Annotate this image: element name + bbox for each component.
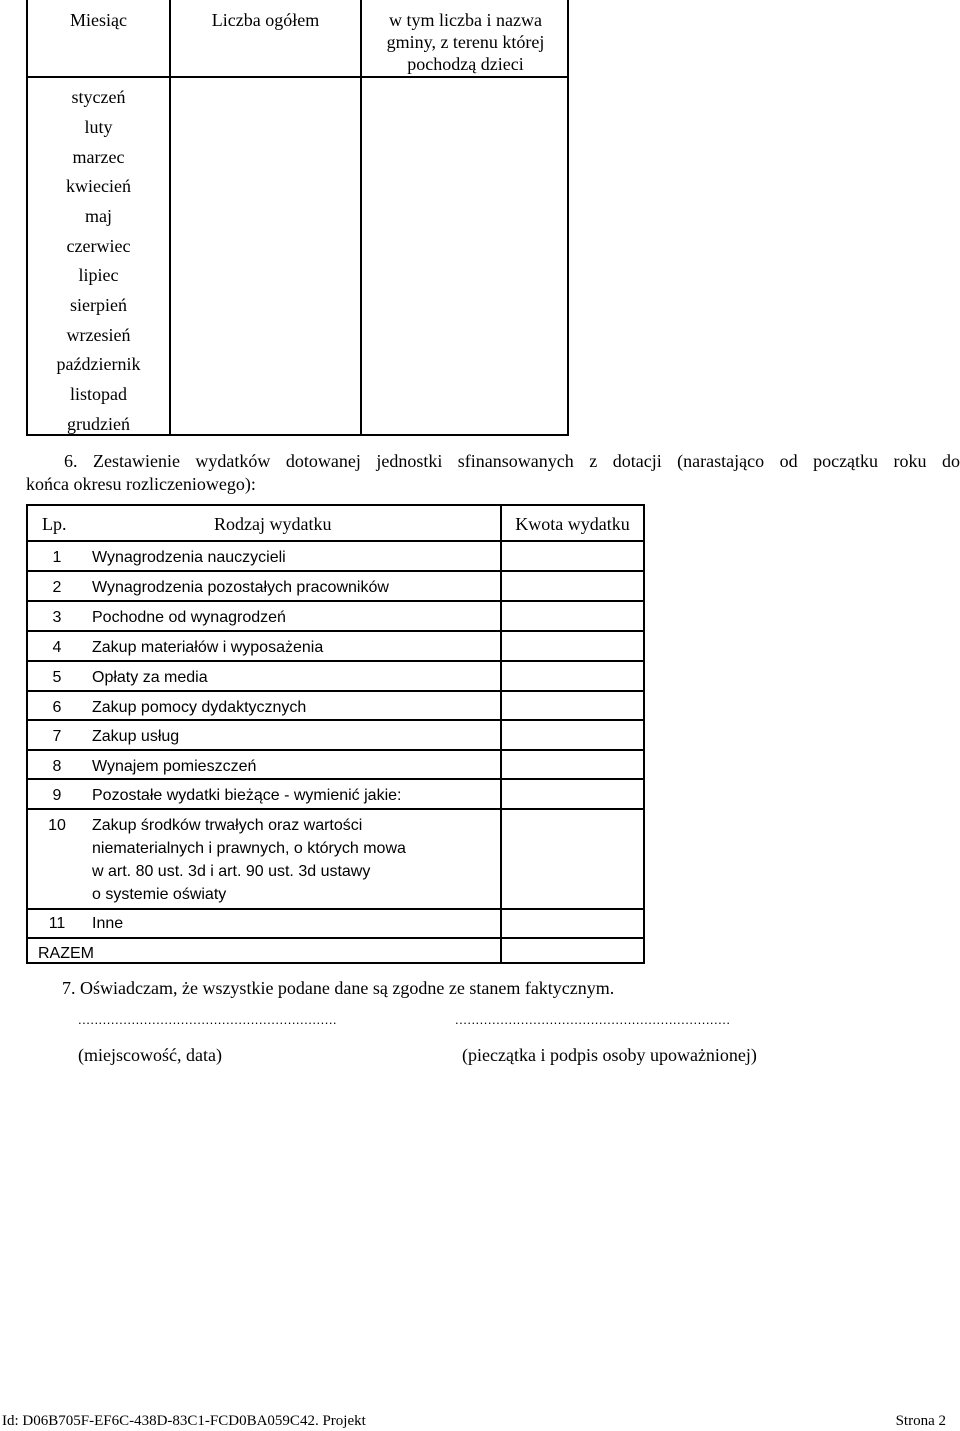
row-label: Pozostałe wydatki bieżące - wymienić jakie:	[92, 787, 402, 804]
header-amount: Kwota wydatku	[515, 514, 630, 534]
column-divider	[500, 506, 502, 962]
row-divider	[28, 540, 643, 542]
row-number: 5	[52, 669, 62, 686]
signature-caption: (pieczątka i podpis osoby upoważnionej)	[462, 1045, 757, 1065]
row-label: Zakup materiałów i wyposażenia	[92, 639, 324, 656]
page-number: Strona 2	[895, 1413, 946, 1429]
row-label: Wynagrodzenia pozostałych pracowników	[92, 579, 389, 596]
month-label: wrzesień	[66, 325, 131, 345]
signature-line: ...................................................................	[455, 1012, 731, 1027]
months-table	[26, 0, 569, 436]
row-divider	[28, 570, 643, 572]
row-label: Zakup usług	[92, 728, 180, 745]
month-label: lipiec	[78, 265, 119, 285]
row-divider	[28, 719, 643, 721]
header-divider	[28, 76, 567, 78]
column-divider	[169, 0, 171, 434]
row-number: 10	[48, 817, 66, 834]
row-number: 1	[52, 549, 62, 566]
row-divider	[28, 937, 643, 939]
header-type: Rodzaj wydatku	[214, 514, 332, 534]
section-6-line-2: końca okresu rozliczeniowego):	[26, 474, 256, 494]
month-label: marzec	[72, 147, 125, 167]
month-label: listopad	[70, 384, 127, 404]
expenses-table	[26, 504, 645, 964]
row-number: 8	[52, 758, 62, 775]
declaration-text: 7. Oświadczam, że wszystkie podane dane są zgodne ze stanem faktycznym.	[62, 978, 615, 998]
row-number: 9	[52, 787, 62, 804]
row-number: 2	[52, 579, 62, 596]
row-divider	[28, 808, 643, 810]
month-label: październik	[56, 354, 141, 374]
month-label: sierpień	[70, 295, 127, 315]
row-number: 11	[48, 915, 66, 932]
row-label: Opłaty za media	[92, 669, 208, 686]
row-divider	[28, 690, 643, 692]
total-label: RAZEM	[38, 945, 94, 962]
row-divider	[28, 778, 643, 780]
header-month: Miesiąc	[70, 10, 127, 30]
month-label: kwiecień	[66, 176, 131, 196]
row-divider	[28, 908, 643, 910]
row-label: Zakup pomocy dydaktycznych	[92, 699, 307, 716]
row-divider	[28, 749, 643, 751]
row-label: Pochodne od wynagrodzeń	[92, 609, 286, 626]
month-label: czerwiec	[66, 236, 131, 256]
row-number: 7	[52, 728, 62, 745]
row-label: Wynagrodzenia nauczycieli	[92, 549, 286, 566]
header-lp: Lp.	[42, 514, 67, 534]
row-label-multiline: Zakup środków trwałych oraz wartości niematerialnych i prawnych, o których mowa w art. 80 ust. 3d i art. 90 ust. 3d ustawy o systemie oświaty	[92, 817, 406, 903]
month-label: grudzień	[67, 414, 130, 434]
row-divider	[28, 660, 643, 662]
place-date-line: ...............................................................	[78, 1012, 338, 1027]
row-number: 3	[52, 609, 62, 626]
month-label: styczeń	[71, 87, 126, 107]
month-label: luty	[84, 117, 113, 137]
row-number: 4	[52, 639, 62, 656]
row-label: Wynajem pomieszczeń	[92, 758, 257, 775]
row-divider	[28, 630, 643, 632]
header-total: Liczba ogółem	[211, 10, 320, 30]
month-label: maj	[85, 206, 112, 226]
place-date-caption: (miejscowość, data)	[78, 1045, 222, 1065]
section-6-line-1: 6. Zestawienie wydatków dotowanej jednostki sfinansowanych z dotacji (narastająco od początku roku do	[64, 451, 960, 471]
row-label: Inne	[92, 915, 124, 932]
header-municipality: w tym liczba i nazwa gminy, z terenu której pochodzą dzieci	[386, 10, 545, 74]
document-id: Id: D06B705F-EF6C-438D-83C1-FCD0BA059C42. Projekt	[2, 1413, 366, 1429]
row-divider	[28, 600, 643, 602]
row-number: 6	[52, 699, 62, 716]
